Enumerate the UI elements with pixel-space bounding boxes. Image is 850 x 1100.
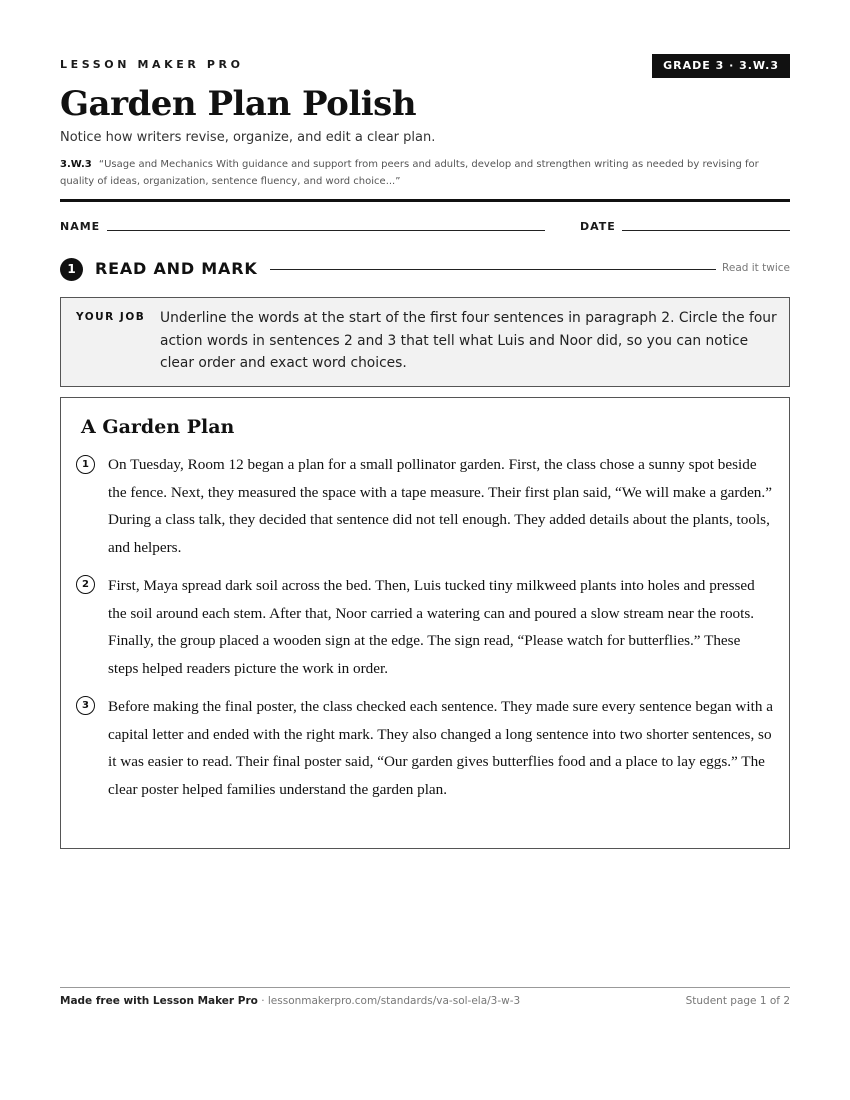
grade-badge: GRADE 3 · 3.W.3 <box>652 54 790 78</box>
standard-text: “Usage and Mechanics With guidance and support from peers and adults, develop and strengthen writing as needed by revising for quality of ideas, organization, sentence fluency, and word choice...” <box>60 159 759 187</box>
paragraph: On Tuesday, Room 12 began a plan for a small pollinator garden. First, the class chose a sunny spot beside the fence. Next, they measured the space with a tape measure. Their first plan said, “We will make a garden.” During a class talk, they decided that sentence did not tell enough. They added details about the plants, tools, and helpers. <box>108 456 772 556</box>
standard-code: 3.W.3 <box>60 159 92 170</box>
passage-title: A Garden Plan <box>81 416 235 438</box>
paragraph: First, Maya spread dark soil across the bed. Then, Luis tucked tiny milkweed plants into holes and pressed the soil around each stem. After that, Noor carried a watering can and poured a slow stream near the roots. Finally, the group placed a wooden sign at the edge. The sign read, “Please watch for butterflies.” These steps helped readers picture the work in order. <box>108 577 755 677</box>
section-number-badge: 1 <box>60 258 83 281</box>
footer-url[interactable]: · lessonmakerpro.com/standards/va-sol-ela/3-w-3 <box>257 995 521 1007</box>
footer-divider <box>60 987 790 988</box>
paragraph: Before making the final poster, the class checked each sentence. They made sure every sentence began with a capital letter and ended with the right mark. They also changed a long sentence into two shorter sentences, so it was easier to read. Their final poster said, “Our garden gives butterflies food and a place to lay eggs.” The clear poster helped families understand the garden plan. <box>108 698 773 798</box>
section-header <box>60 258 790 282</box>
page-title: Garden Plan Polish <box>60 84 417 124</box>
section-note: Read it twice <box>722 262 790 274</box>
footer-credit <box>60 995 520 1007</box>
passage-box <box>60 397 790 849</box>
your-job-text: Underline the words at the start of the first four sentences in paragraph 2. Circle the four action words in sentences 2 and 3 that tell what Luis and Noor did, so you can notice clear order and exact word choices. <box>160 310 777 371</box>
page-subtitle: Notice how writers revise, organize, and edit a clear plan. <box>60 130 436 145</box>
footer-made-with: Made free with Lesson Maker Pro <box>60 995 258 1007</box>
section-rule <box>270 269 716 270</box>
your-job-box <box>60 297 790 387</box>
section-title: READ AND MARK <box>95 259 258 278</box>
standard-description <box>60 156 780 190</box>
paragraph-number: 3 <box>76 696 95 715</box>
name-date-row <box>60 220 790 234</box>
date-field-line[interactable] <box>622 230 790 231</box>
worksheet-page <box>60 0 790 1100</box>
paragraph-number: 1 <box>76 455 95 474</box>
header-divider <box>60 199 790 202</box>
name-label: NAME <box>60 220 101 233</box>
date-label: DATE <box>580 220 616 233</box>
name-field-line[interactable] <box>107 230 545 231</box>
footer-page-number: Student page 1 of 2 <box>685 995 790 1007</box>
brand-name: LESSON MAKER PRO <box>60 58 244 71</box>
your-job-label: YOUR JOB <box>76 311 146 323</box>
paragraph-number: 2 <box>76 575 95 594</box>
